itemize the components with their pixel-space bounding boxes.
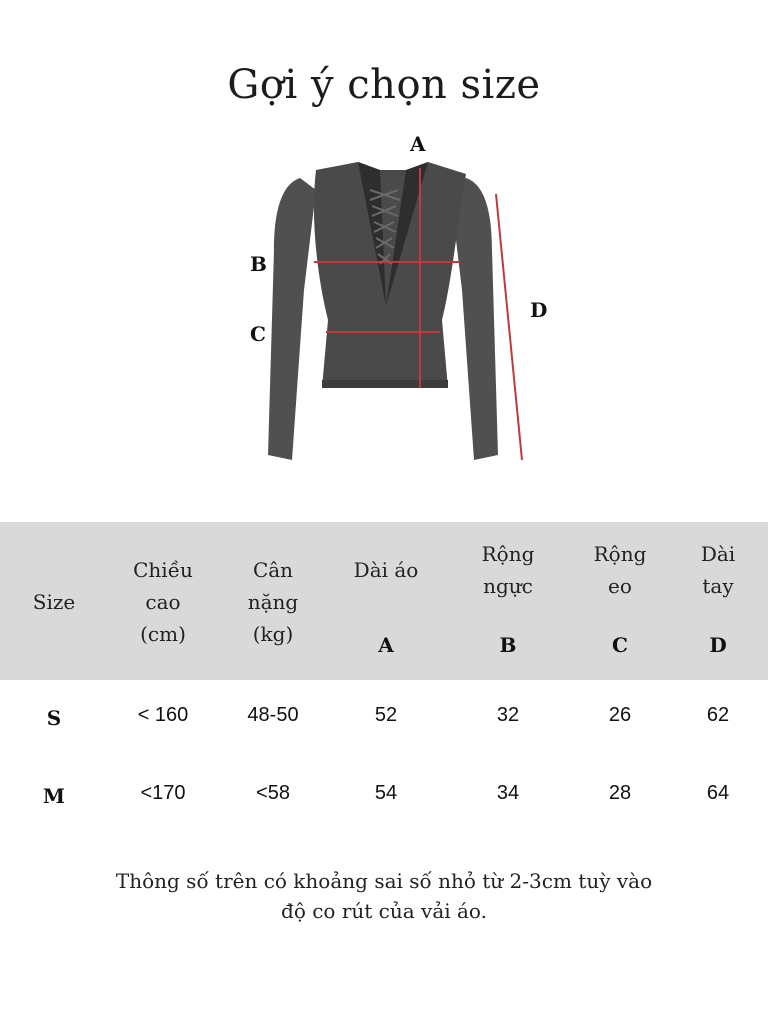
- dim-label-b: B: [250, 252, 267, 276]
- row-m-length: 54: [374, 782, 398, 804]
- header-letter-a: A: [378, 633, 394, 657]
- tolerance-note-line-2: độ co rút của vải áo.: [281, 899, 487, 923]
- row-s-waist: 26: [608, 704, 632, 726]
- tolerance-note: [84, 866, 684, 926]
- cardigan-illustration: [230, 130, 550, 470]
- header-letter-d: D: [709, 633, 727, 657]
- header-length: Dài áo: [353, 558, 419, 582]
- row-s-height: < 160: [137, 704, 189, 726]
- header-letter-b: B: [499, 633, 517, 657]
- row-s-size: S: [46, 706, 62, 730]
- tolerance-note-line-1: Thông số trên có khoảng sai số nhỏ từ 2-3cm tuỳ vào: [115, 869, 653, 893]
- page-title: Gợi ý chọn size: [227, 62, 541, 108]
- dim-label-d: D: [530, 298, 548, 322]
- row-m-sleeve: 64: [706, 782, 730, 804]
- row-m-size: M: [42, 784, 66, 808]
- header-sleeve: Dài tay: [700, 542, 736, 598]
- header-waist: Rộng eo: [593, 542, 647, 598]
- dim-label-a: A: [410, 132, 426, 156]
- header-size: Size: [32, 590, 76, 614]
- row-s-sleeve: 62: [706, 704, 730, 726]
- row-m-waist: 28: [608, 782, 632, 804]
- row-s-weight: 48-50: [247, 704, 299, 726]
- header-letter-c: C: [612, 633, 628, 657]
- dim-label-c: C: [250, 322, 266, 346]
- garment-figure: [230, 130, 550, 470]
- header-chest: Rộng ngực: [481, 542, 535, 598]
- row-s-length: 52: [374, 704, 398, 726]
- header-weight: Cân nặng (kg): [247, 558, 299, 646]
- row-m-weight: <58: [256, 782, 290, 804]
- row-m-chest: 34: [496, 782, 520, 804]
- row-s-chest: 32: [496, 704, 520, 726]
- header-height: Chiều cao (cm): [133, 558, 193, 646]
- row-m-height: <170: [140, 782, 186, 804]
